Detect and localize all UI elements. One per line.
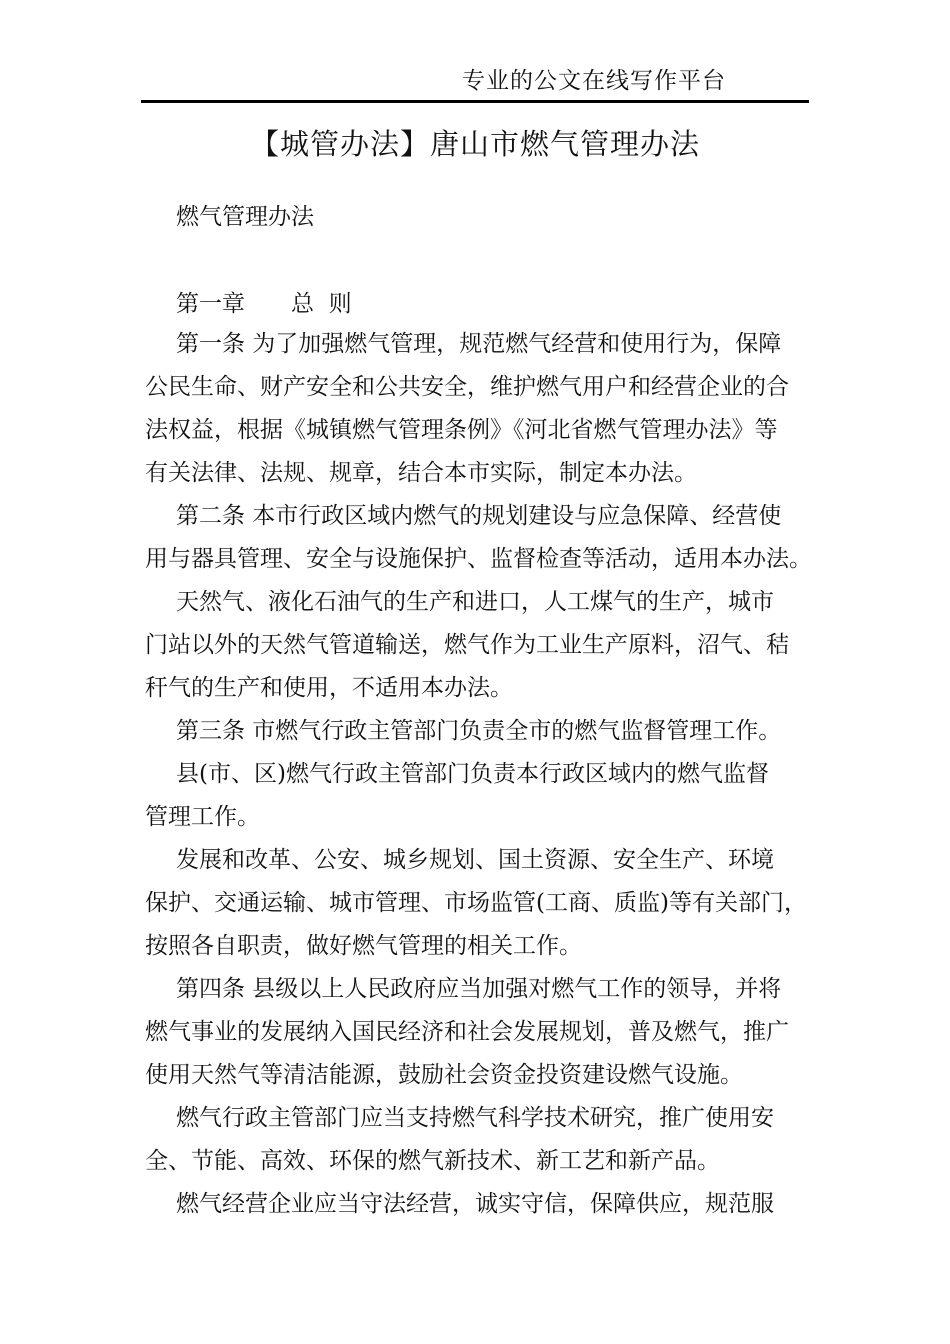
body-line: 天然气、液化石油气的生产和进口，人工煤气的生产，城市 bbox=[176, 589, 774, 615]
body-line: 法权益，根据《城镇燃气管理条例》《河北省燃气管理办法》等 bbox=[145, 417, 778, 443]
body-line: 第四条 县级以上人民政府应当加强对燃气工作的领导，并将 bbox=[176, 976, 782, 1002]
body-line: 秆气的生产和使用，不适用本办法。 bbox=[145, 675, 513, 701]
body-line: 按照各自职责，做好燃气管理的相关工作。 bbox=[145, 933, 582, 959]
body-line: 燃气事业的发展纳入国民经济和社会发展规划，普及燃气，推广 bbox=[145, 1019, 789, 1045]
body-line: 第三条 市燃气行政主管部门负责全市的燃气监督管理工作。 bbox=[176, 718, 782, 744]
body-line: 门站以外的天然气管道输送，燃气作为工业生产原料，沼气、秸 bbox=[145, 632, 789, 658]
document-title: 【城管办法】唐山市燃气管理办法 bbox=[249, 127, 700, 161]
body-line: 使用天然气等清洁能源，鼓励社会资金投资建设燃气设施。 bbox=[145, 1062, 743, 1088]
body-line: 燃气经营企业应当守法经营，诚实守信，保障供应，规范服 bbox=[176, 1191, 774, 1217]
body-line: 第一条 为了加强燃气管理，规范燃气经营和使用行为，保障 bbox=[176, 331, 782, 357]
header-site-name: 专业的公文在线写作平台 bbox=[462, 68, 726, 94]
chapter-heading: 第一章 总 则 bbox=[176, 291, 352, 317]
body-line: 第二条 本市行政区域内燃气的规划建设与应急保障、经营使 bbox=[176, 503, 782, 529]
body-line: 有关法律、法规、规章，结合本市实际，制定本办法。 bbox=[145, 460, 697, 486]
body-line: 公民生命、财产安全和公共安全，维护燃气用户和经营企业的合 bbox=[145, 374, 789, 400]
body-line: 燃气行政主管部门应当支持燃气科学技术研究，推广使用安 bbox=[176, 1105, 774, 1131]
body-line: 县(市、区)燃气行政主管部门负责本行政区域内的燃气监督 bbox=[176, 761, 769, 787]
body-line: 全、节能、高效、环保的燃气新技术、新工艺和新产品。 bbox=[145, 1148, 720, 1174]
document-subtitle: 燃气管理办法 bbox=[176, 204, 314, 230]
header-rule bbox=[141, 100, 809, 103]
body-line: 管理工作。 bbox=[145, 804, 260, 830]
body-line: 发展和改革、公安、城乡规划、国土资源、安全生产、环境 bbox=[176, 847, 774, 873]
body-line: 保护、交通运输、城市管理、市场监管(工商、质监)等有关部门， bbox=[145, 890, 807, 916]
body-line: 用与器具管理、安全与设施保护、监督检查等活动，适用本办法。 bbox=[145, 546, 812, 572]
